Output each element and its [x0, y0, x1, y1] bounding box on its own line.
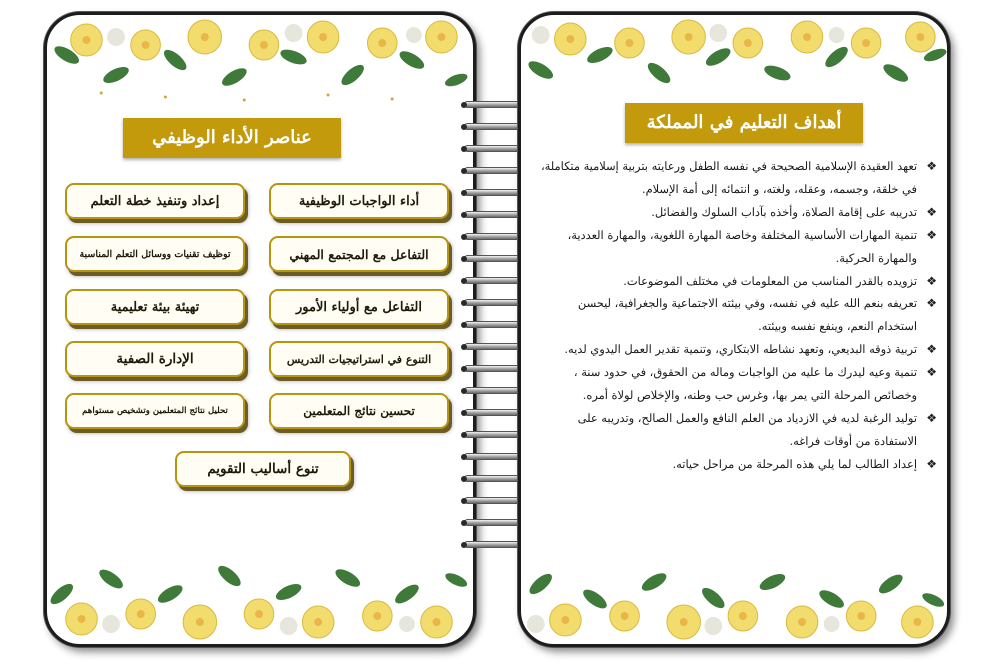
diamond-bullet-icon: ❖ [926, 227, 937, 242]
list-item: ❖ تعهد العقيدة الإسلامية الصحيحة في نفسه الطفل ورعايته بتربية إسلامية متكاملة، في خلقة، وجسمه، وعقله، ولغته، و انتمائه إلى أمة الإسلام. [535, 155, 939, 201]
list-item: ❖ توليد الرغبة لديه في الازدياد من العلم النافع والعمل الصالح، وتدريبه على الاستفادة من أوقات فراغه. [535, 407, 939, 453]
element-box-learner-results: تحسين نتائج المتعلمين [269, 393, 449, 429]
list-item: ❖ تنمية وعيه ليدرك ما عليه من الواجبات وماله من الحقوق، في حدود سنة ، وخصائص المرحلة التي يمر بها، وغرس حب وطنه، والإخلاص لولاة أمره. [535, 361, 939, 407]
list-item: ❖ تربية ذوقه البديعي، وتعهد نشاطه الابتكاري، وتنمية تقدير العمل اليدوي لديه. [535, 338, 939, 361]
right-page [518, 12, 950, 647]
list-item: ❖ تنمية المهارات الأساسية المختلفة وخاصة المهارة اللغوية، والمهارة العددية، والمهارة الحركية. [535, 224, 939, 270]
list-item: ❖ تدريبه على إقامة الصلاة، وأخذه بآداب السلوك والفضائل. [535, 201, 939, 224]
element-box-assessment-methods: تنوع أساليب التقويم [175, 451, 351, 487]
element-box-classroom-management: الإدارة الصفية [65, 341, 245, 377]
floral-border-top [47, 15, 473, 110]
element-box-learning-tech: توظيف تقنيات ووسائل التعلم المناسبة [65, 236, 245, 272]
left-page-title: عناصر الأداء الوظيفي [123, 118, 341, 158]
floral-border-top [521, 15, 947, 110]
element-box-learning-plan: إعداد وتنفيذ خطة التعلم [65, 183, 245, 219]
element-box-professional-community: التفاعل مع المجتمع المهني [269, 236, 449, 272]
list-item: ❖ إعداد الطالب لما يلي هذه المرحلة من مراحل حياته. [535, 453, 939, 476]
list-item: ❖ تعريفه بنعم الله عليه في نفسه، وفي بيئته الاجتماعية والجغرافية، ليحسن استخدام النعم، وينفع نفسه وبيئته. [535, 292, 939, 338]
diamond-bullet-icon: ❖ [926, 204, 937, 219]
diamond-bullet-icon: ❖ [926, 342, 937, 357]
diamond-bullet-icon: ❖ [926, 273, 937, 288]
diamond-bullet-icon: ❖ [926, 365, 937, 380]
floral-border-bottom [47, 544, 473, 644]
diamond-bullet-icon: ❖ [926, 159, 937, 173]
right-page-title: أهداف التعليم في المملكة [625, 103, 863, 143]
element-box-parents: التفاعل مع أولياء الأمور [269, 289, 449, 325]
diamond-bullet-icon: ❖ [926, 410, 937, 425]
element-box-results-analysis: تحليل نتائج المتعلمين وتشخيص مستواهم [65, 393, 245, 429]
diamond-bullet-icon: ❖ [926, 296, 937, 311]
floral-border-bottom [521, 544, 947, 644]
element-box-teaching-strategies: التنوع في استراتيجيات التدريس [269, 341, 449, 377]
diamond-bullet-icon: ❖ [926, 456, 937, 471]
element-box-duties: أداء الواجبات الوظيفية [269, 183, 449, 219]
left-page [44, 12, 476, 647]
element-box-learning-environment: تهيئة بيئة تعليمية [65, 289, 245, 325]
goals-list [535, 155, 939, 476]
list-item: ❖ تزويده بالقدر المناسب من المعلومات في مختلف الموضوعات. [535, 270, 939, 293]
